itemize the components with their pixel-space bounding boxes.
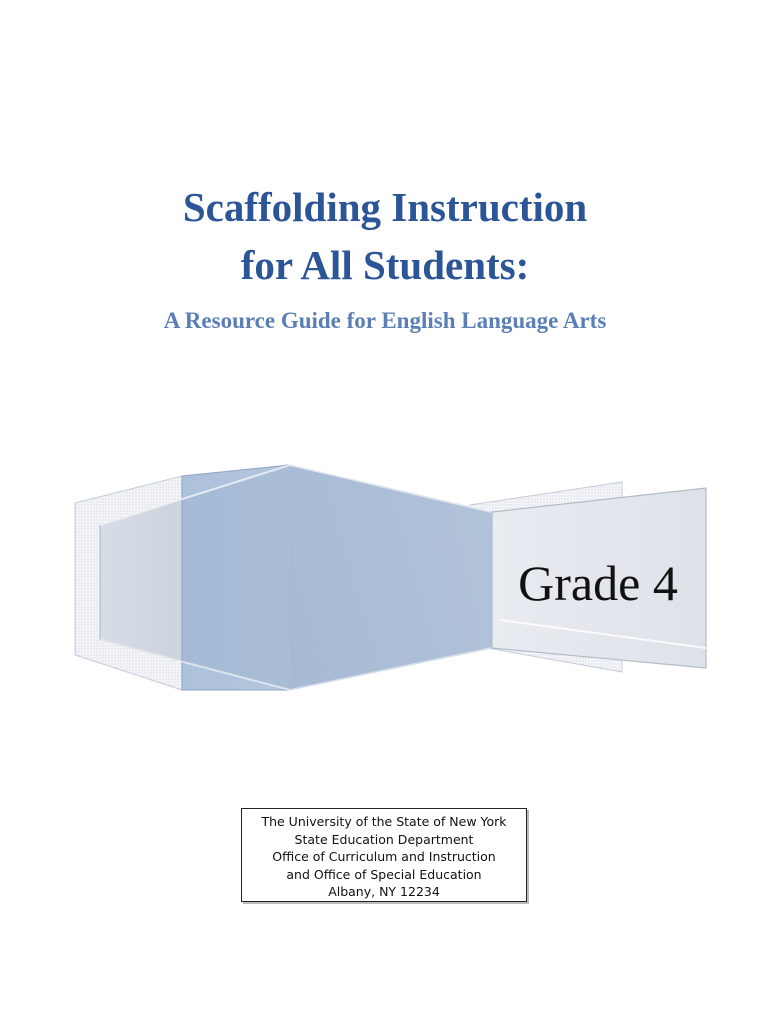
document-subtitle: A Resource Guide for English Language Arts [163, 308, 607, 333]
address-line-2: State Education Department [294, 831, 474, 847]
blue-translucent-panel [182, 465, 492, 690]
address-line-5: Albany, NY 12234 [328, 884, 440, 900]
title-line-2: for All Students: [240, 242, 530, 288]
grade-label: Grade 4 [518, 555, 678, 611]
address-line-4: and Office of Special Education [286, 866, 482, 882]
address-line-3: Office of Curriculum and Instruction [272, 849, 496, 865]
decorative-panels-graphic [0, 455, 770, 700]
publisher-address-box [241, 808, 527, 902]
title-line-1: Scaffolding Instruction [182, 184, 588, 230]
address-line-1: The University of the State of New York [261, 814, 507, 829]
document-title [0, 178, 770, 294]
